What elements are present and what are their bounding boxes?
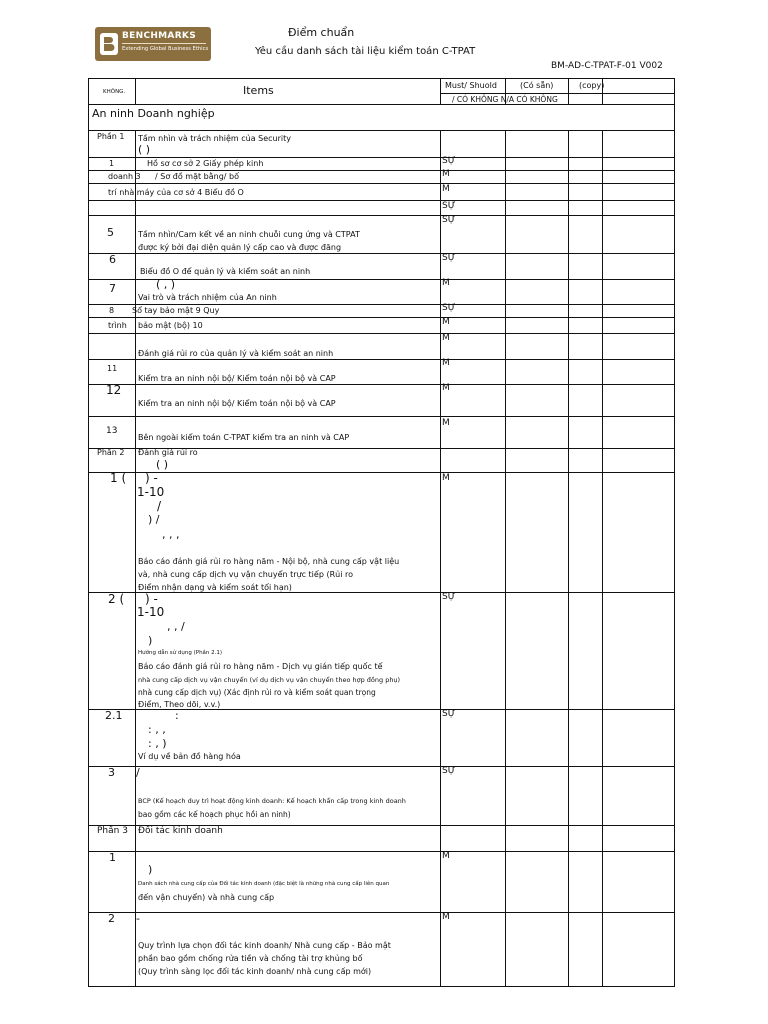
row-must: SỰ [442, 201, 456, 211]
row-text: Sổ tay bảo mật 9 Quy [132, 306, 220, 315]
row-text: Vai trò và trách nhiệm của An ninh [138, 293, 277, 302]
row-text: BCP (Kế hoạch duy trì hoạt động kinh doanh: Kế hoạch khẩn cấp trong kinh doanh [138, 797, 406, 805]
col-header-no: KHÔNG. [103, 89, 126, 95]
row-fragment: ) [148, 634, 153, 647]
row-text: Biểu đồ O để quản lý và kiểm soát an ninh [140, 267, 311, 276]
page-subtitle: Yêu cầu danh sách tài liệu kiểm toán C-TPAT [255, 46, 476, 57]
row-text: trí nhà máy của cơ sở 4 Biểu đồ O [108, 188, 244, 197]
part-label: Phần 3 [97, 826, 128, 836]
part-paren: ( ) [156, 458, 169, 471]
row-no: 8 [109, 306, 115, 315]
document-code: BM-AD-C-TPAT-F-01 V002 [551, 61, 663, 71]
row-must: SỰ [442, 766, 456, 776]
row-fragment: : [175, 709, 179, 722]
row-text: Báo cáo đánh giá rủi ro hàng năm - Dịch vụ gián tiếp quốc tế [138, 662, 383, 671]
row-paren: ( , ) [156, 278, 176, 291]
row-no: 6 [109, 253, 116, 266]
part-label: Phần 1 [97, 132, 125, 141]
row-text: Kiểm tra an ninh nội bộ/ Kiểm toán nội bộ và CAP [138, 399, 336, 408]
col-header-available: (Có sẵn) [520, 81, 554, 90]
row-no: 1 [109, 159, 115, 168]
row-no: 2 [108, 912, 115, 925]
row-text: Hồ sơ cơ sở 2 Giấy phép kinh [147, 159, 264, 168]
row-fragment: ) - [145, 592, 158, 606]
row-text: Tầm nhìn/Cam kết về an ninh chuỗi cung ứng và CTPAT [138, 230, 360, 239]
logo-brand: BENCHMARKS [122, 31, 196, 41]
company-logo [95, 27, 211, 61]
row-text: Báo cáo đánh giá rủi ro hàng năm - Nội bộ, nhà cung cấp vật liệu [138, 557, 400, 566]
row-must: M [442, 184, 450, 194]
row-must: M [442, 418, 450, 428]
row-text: Đánh giá rủi ro của quản lý và kiểm soát an ninh [138, 349, 334, 358]
row-fragment: / [136, 766, 140, 779]
row-text: nhà cung cấp dịch vụ) (Xác định rủi ro và kiểm soát quan trọng [138, 688, 376, 697]
part-title: Đối tác kinh doanh [138, 826, 223, 836]
row-text: bảo mật (bộ) 10 [138, 321, 203, 330]
section-title: An ninh Doanh nghiệp [92, 107, 215, 120]
page-title: Điểm chuẩn [288, 26, 355, 39]
row-no: 2.1 [105, 709, 123, 722]
row-must: M [442, 851, 450, 861]
row-must: M [442, 912, 450, 922]
row-text: phần bao gồm chống rửa tiền và chống tài trợ khủng bố [138, 954, 363, 963]
row-text: và, nhà cung cấp dịch vụ vận chuyển trực tiếp (Rủi ro [138, 570, 353, 579]
col-header-copy: (copy) [579, 81, 605, 90]
row-no: 5 [107, 226, 114, 239]
row-fragment: ) [148, 863, 153, 876]
row-must: M [442, 278, 450, 288]
row-text: đến vận chuyển) và nhà cung cấp [138, 893, 275, 902]
row-fragment: 1-10 [137, 605, 165, 619]
row-no: doanh 3 [108, 172, 141, 181]
row-no: 12 [106, 383, 122, 397]
col-header-items: Items [243, 84, 274, 97]
row-must: SỰ [442, 303, 456, 313]
row-no: 2 ( [108, 592, 125, 606]
row-no: 3 [108, 766, 115, 779]
row-must: SỰ [442, 253, 456, 263]
row-must: M [442, 333, 450, 343]
row-note: Hướng dẫn sử dụng (Phần 2.1) [138, 650, 223, 656]
row-must: SỰ [442, 592, 456, 602]
row-fragment: : , , [148, 723, 166, 736]
row-no: 1 [109, 851, 116, 864]
row-text: Điểm nhận dạng và kiểm soát tối hạn) [138, 583, 292, 592]
benchmarks-logo-icon [99, 32, 119, 56]
row-text: bao gồm các kế hoạch phục hồi an ninh) [138, 810, 291, 819]
row-no: 13 [106, 426, 118, 436]
row-text: / Sơ đồ mặt bằng/ bố [155, 172, 239, 181]
row-must: M [442, 383, 450, 393]
row-text: (Quy trình sàng lọc đối tác kinh doanh/ nhà cung cấp mới) [138, 967, 372, 976]
row-text: Ví dụ về bản đồ hàng hóa [138, 752, 241, 761]
row-text: được ký bởi đại diện quản lý cấp cao và được đăng [138, 243, 342, 252]
col-header-must: Must/ Shuold [445, 81, 497, 90]
row-text: Quy trình lựa chọn đối tác kinh doanh/ Nhà cung cấp - Bảo mật [138, 941, 391, 950]
row-must: SỰ [442, 156, 456, 166]
row-fragment: : , ) [148, 737, 167, 750]
row-fragment: ) - [145, 471, 158, 485]
row-fragment: - [136, 912, 140, 925]
row-fragment: 1-10 [137, 485, 165, 499]
row-text: Điểm, Theo dõi, v.v.) [138, 700, 221, 709]
row-fragment: , , , [162, 528, 180, 541]
row-text: Kiểm tra an ninh nội bộ/ Kiểm toán nội bộ và CAP [138, 374, 336, 383]
row-no: 1 ( [110, 471, 127, 485]
row-fragment: , , / [167, 620, 185, 633]
logo-tagline: Extending Global Business Ethics [122, 46, 209, 52]
row-fragment: ) / [148, 513, 160, 526]
row-no: 11 [107, 364, 118, 373]
col-subheader: / CÓ KHÔNG N/A CÓ KHÔNG [452, 95, 558, 104]
row-must: SỰ [442, 215, 456, 225]
row-must: M [442, 169, 450, 179]
row-text: nhà cung cấp dịch vụ vận chuyển (ví dụ dịch vụ vận chuyển theo hợp đồng phụ) [138, 676, 401, 684]
part-paren: ( ) [138, 143, 151, 156]
row-text: Bên ngoài kiểm toán C-TPAT kiểm tra an ninh và CAP [138, 433, 350, 442]
row-must: M [442, 473, 450, 483]
row-no: trình [108, 321, 127, 330]
row-must: SỰ [442, 709, 456, 719]
part-label: Phần 2 [97, 448, 125, 457]
row-text: Danh sách nhà cung cấp của Đối tác kinh doanh (đặc biệt là những nhà cung cấp liên quan [138, 881, 390, 887]
part-title: Đánh giá rủi ro [138, 448, 198, 457]
row-no: 7 [109, 282, 116, 295]
row-must: M [442, 317, 450, 327]
row-must: M [442, 358, 450, 368]
part-title: Tầm nhìn và trách nhiệm của Security [138, 134, 292, 143]
row-fragment: / [157, 499, 162, 513]
